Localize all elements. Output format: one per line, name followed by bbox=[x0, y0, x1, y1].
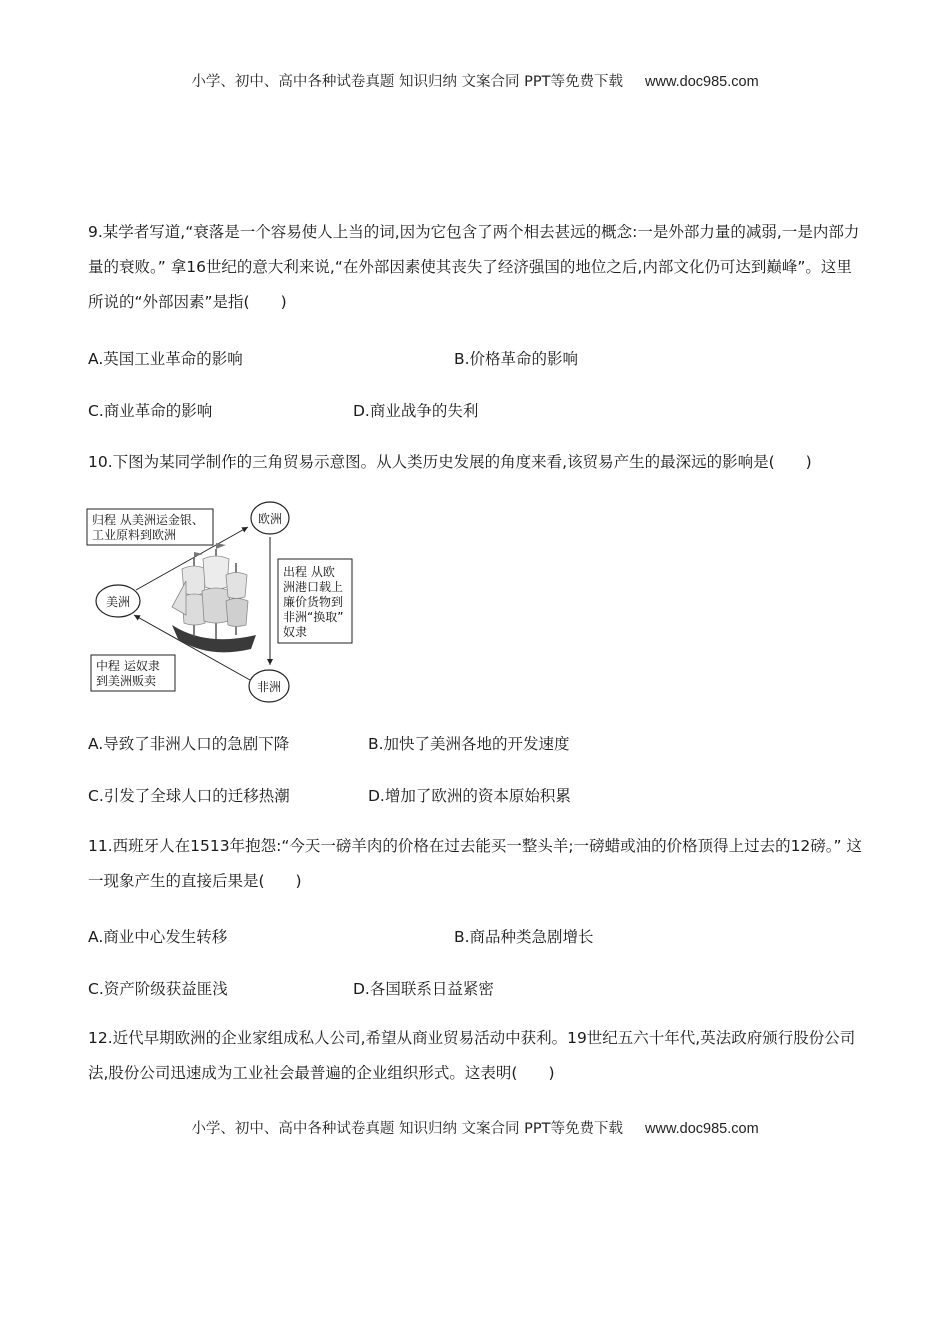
header-text: 小学、初中、高中各种试卷真题 知识归纳 文案合同 PPT等免费下载 bbox=[191, 74, 624, 90]
middle-leg-box bbox=[91, 655, 175, 691]
america-node bbox=[96, 585, 140, 617]
outbound-leg-box bbox=[278, 559, 352, 643]
middle-leg-line-2: 到美洲贩卖 bbox=[96, 674, 157, 688]
outbound-leg-line-5: 奴隶 bbox=[283, 625, 308, 639]
page-header bbox=[0, 70, 950, 91]
q10-option-d: D.增加了欧洲的资本原始积累 bbox=[368, 787, 571, 805]
q11-option-a: A.商业中心发生转移 bbox=[88, 928, 228, 946]
europe-label: 欧洲 bbox=[257, 512, 283, 526]
outbound-leg-line-3: 廉价货物到 bbox=[283, 595, 344, 609]
question-11-stem: 11.西班牙人在1513年抱怨:“今天一磅羊肉的价格在过去能买一整头羊;一磅蜡或油的价格顶得上过去的12磅。” 这一现象产生的直接后果是( ) bbox=[88, 837, 863, 890]
africa-node bbox=[249, 670, 289, 702]
q10-option-c: C.引发了全球人口的迁移热潮 bbox=[88, 787, 290, 805]
question-10-stem: 10.下图为某同学制作的三角贸易示意图。从人类历史发展的角度来看,该贸易产生的最深远的影响是( ) bbox=[88, 453, 812, 471]
question-12-stem: 12.近代早期欧洲的企业家组成私人公司,希望从商业贸易活动中获利。19世纪五六十年代,英法政府颁行股份公司法,股份公司迅速成为工业社会最普遍的企业组织形式。这表明( ) bbox=[88, 1029, 856, 1082]
footer-text: 小学、初中、高中各种试卷真题 知识归纳 文案合同 PPT等免费下载 bbox=[191, 1121, 624, 1137]
outbound-leg-line-1: 出程 从欧 bbox=[283, 565, 335, 579]
return-leg-line-1: 归程 从美洲运金银、 bbox=[92, 513, 204, 527]
return-leg-line-2: 工业原料到欧洲 bbox=[92, 528, 177, 542]
europe-node bbox=[251, 502, 289, 534]
q9-option-d: D.商业战争的失利 bbox=[353, 402, 479, 420]
q9-option-c: C.商业革命的影响 bbox=[88, 402, 213, 420]
outbound-leg-line-4: 非洲“换取” bbox=[283, 610, 344, 624]
sailing-ship-icon bbox=[172, 543, 256, 652]
q9-option-a: A.英国工业革命的影响 bbox=[88, 350, 243, 368]
triangle-trade-diagram bbox=[86, 497, 366, 703]
q10-option-b: B.加快了美洲各地的开发速度 bbox=[368, 735, 570, 753]
outbound-leg-line-2: 洲港口载上 bbox=[283, 580, 344, 594]
footer-url[interactable]: www.doc985.com bbox=[645, 1121, 759, 1137]
page-footer bbox=[0, 1117, 950, 1138]
q11-option-c: C.资产阶级获益匪浅 bbox=[88, 980, 228, 998]
q9-option-b: B.价格革命的影响 bbox=[454, 350, 579, 368]
return-leg-box bbox=[87, 509, 213, 545]
q11-option-d: D.各国联系日益紧密 bbox=[353, 980, 494, 998]
q11-option-b: B.商品种类急剧增长 bbox=[454, 928, 594, 946]
header-url[interactable]: www.doc985.com bbox=[645, 74, 759, 90]
question-9-stem: 9.某学者写道,“衰落是一个容易使人上当的词,因为它包含了两个相去甚远的概念:一是外部力量的减弱,一是内部力量的衰败。” 拿16世纪的意大利来说,“在外部因素使其丧失了经济强国的地位之后,内部文化仍可达到巅峰”。这里所说的“外部因素”是指( ) bbox=[88, 223, 860, 311]
middle-leg-line-1: 中程 运奴隶 bbox=[96, 659, 160, 673]
america-label: 美洲 bbox=[105, 595, 131, 609]
q10-option-a: A.导致了非洲人口的急剧下降 bbox=[88, 735, 290, 753]
africa-label: 非洲 bbox=[256, 680, 282, 694]
